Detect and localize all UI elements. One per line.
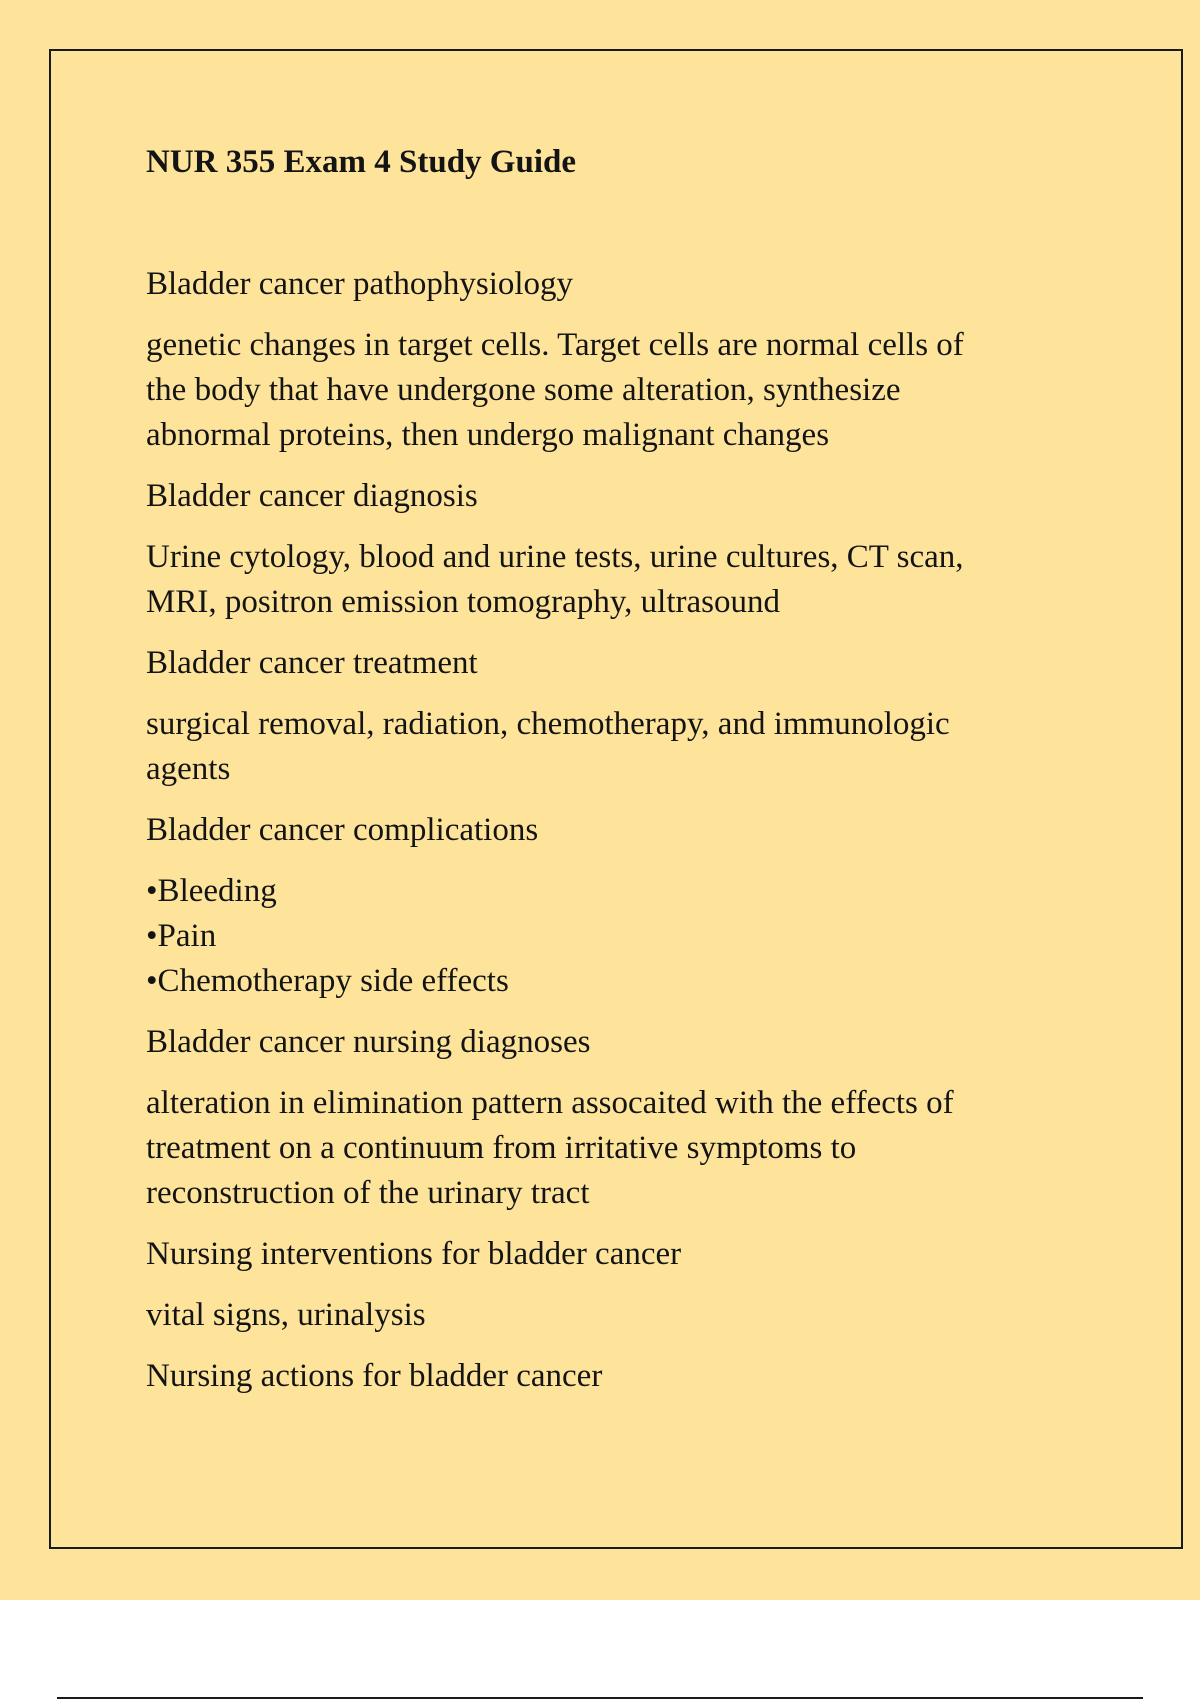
definition-line: vital signs, urinalysis [146, 1297, 426, 1333]
definition-line: the body that have undergone some alteration, synthesize [146, 372, 901, 408]
study-card [146, 1354, 1086, 1399]
study-card [146, 808, 1086, 1004]
definition-line: Urine cytology, blood and urine tests, urine cultures, CT scan, [146, 539, 964, 575]
card-term: Bladder cancer complications [146, 812, 539, 848]
card-definition [146, 323, 1086, 458]
definition-line: MRI, positron emission tomography, ultrasound [146, 584, 780, 620]
card-definition [146, 869, 1086, 1004]
card-definition [146, 535, 1086, 625]
definition-line: surgical removal, radiation, chemotherapy, and immunologic [146, 706, 950, 742]
definition-line: abnormal proteins, then undergo malignant changes [146, 417, 830, 453]
card-definition [146, 702, 1086, 792]
study-card [146, 1020, 1086, 1216]
card-definition [146, 1081, 1086, 1216]
study-card [146, 474, 1086, 625]
footer-divider [57, 1697, 1143, 1699]
definition-line: agents [146, 751, 231, 787]
card-term: Bladder cancer nursing diagnoses [146, 1024, 591, 1060]
bullet-line: •Chemotherapy side effects [146, 963, 509, 999]
bullet-line: •Bleeding [146, 873, 277, 909]
study-card [146, 1232, 1086, 1338]
study-card [146, 262, 1086, 458]
document-content [146, 140, 1086, 1415]
study-card [146, 641, 1086, 792]
definition-line: reconstruction of the urinary tract [146, 1175, 590, 1211]
definition-line: alteration in elimination pattern assocaited with the effects of [146, 1085, 954, 1121]
card-term: Bladder cancer pathophysiology [146, 266, 574, 302]
card-definition [146, 1293, 1086, 1338]
bullet-line: •Pain [146, 918, 217, 954]
card-term: Bladder cancer treatment [146, 645, 478, 681]
definition-line: treatment on a continuum from irritative symptoms to [146, 1130, 857, 1166]
card-term: Bladder cancer diagnosis [146, 478, 478, 514]
card-term: Nursing actions for bladder cancer [146, 1358, 603, 1394]
document-title: NUR 355 Exam 4 Study Guide [146, 144, 576, 180]
card-term: Nursing interventions for bladder cancer [146, 1236, 682, 1272]
definition-line: genetic changes in target cells. Target cells are normal cells of [146, 327, 964, 363]
